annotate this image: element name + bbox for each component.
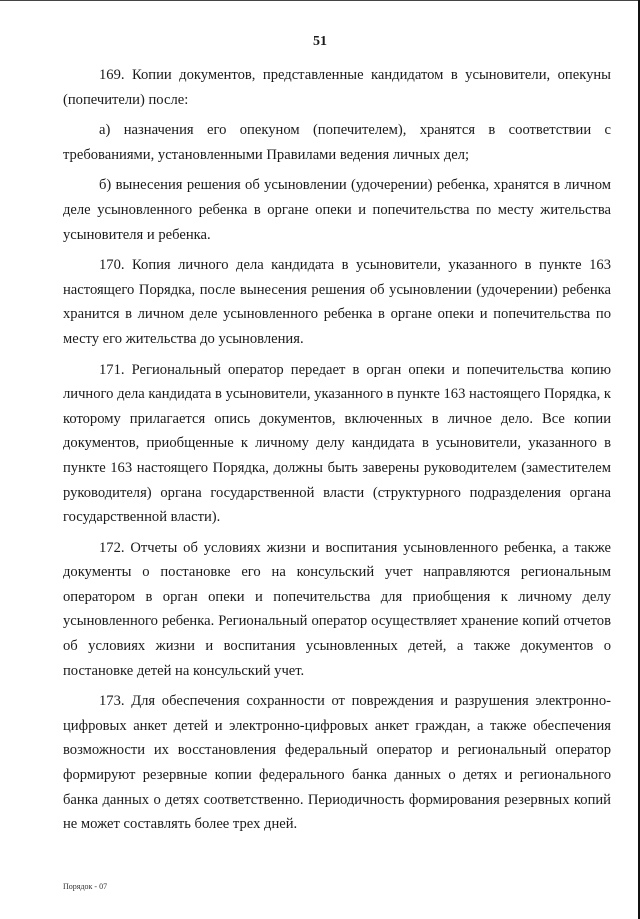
paragraph-169: 169. Копии документов, представленные кандидатом в усыновители, опекуны (попечители) после: [63,67,611,108]
footer-label: Порядок - 07 [63,882,108,891]
paragraph-169-a: а) назначения его опекуном (попечителем), хранятся в соответствии с требованиями, установленными Правилами ведения личных дел; [63,122,611,163]
paragraph-171: 171. Региональный оператор передает в орган опеки и попечительства копию личного дела кандидата в усыновители, указанного в пункте 163 настоящего Порядка, к которому прилагается опись документов, включенных в личное дело. Все копии документов, приобщенные к личному делу кандидата в усыновители, указанного в пункте 163 настоящего Порядка, должны быть заверены руководителем (заместителем руководителя) органа государственной власти (структурного подразделения органа государственной власти). [63,361,611,526]
paragraph-173: 173. Для обеспечения сохранности от повреждения и разрушения электронно-цифровых анкет детей и электронно-цифровых анкет граждан, а также обеспечения возможности их восстановления федеральный оператор и региональный оператор формируют резервные копии федерального банка данных о детях и регионального банка данных о детях соответственно. Периодичность формирования резервных копий не может составлять более трех дней. [63,693,611,833]
scan-edge-top [0,0,640,1]
paragraph-169-b: б) вынесения решения об усыновлении (удочерении) ребенка, хранятся в личном деле усыновленного ребенка в органе опеки и попечительства по месту жительства усыновителя и ребенка. [63,177,611,243]
page-number: 51 [313,34,327,49]
paragraph-172: 172. Отчеты об условиях жизни и воспитания усыновленного ребенка, а также документы о постановке его на консульский учет направляются региональным оператором в орган опеки и попечительства для приобщения к личному делу усыновленного ребенка. Региональный оператор осуществляет хранение копий отчетов об условиях жизни и воспитания усыновленных детей, а также документов о постановке детей на консульский учет. [63,539,611,679]
document-body [63,63,611,843]
paragraph-170: 170. Копия личного дела кандидата в усыновители, указанного в пункте 163 настоящего Порядка, после вынесения решения об усыновлении (удочерении) ребенка хранится в личном деле усыновленного ребенка в органе опеки и попечительства по месту его жительства до усыновления. [63,257,611,347]
